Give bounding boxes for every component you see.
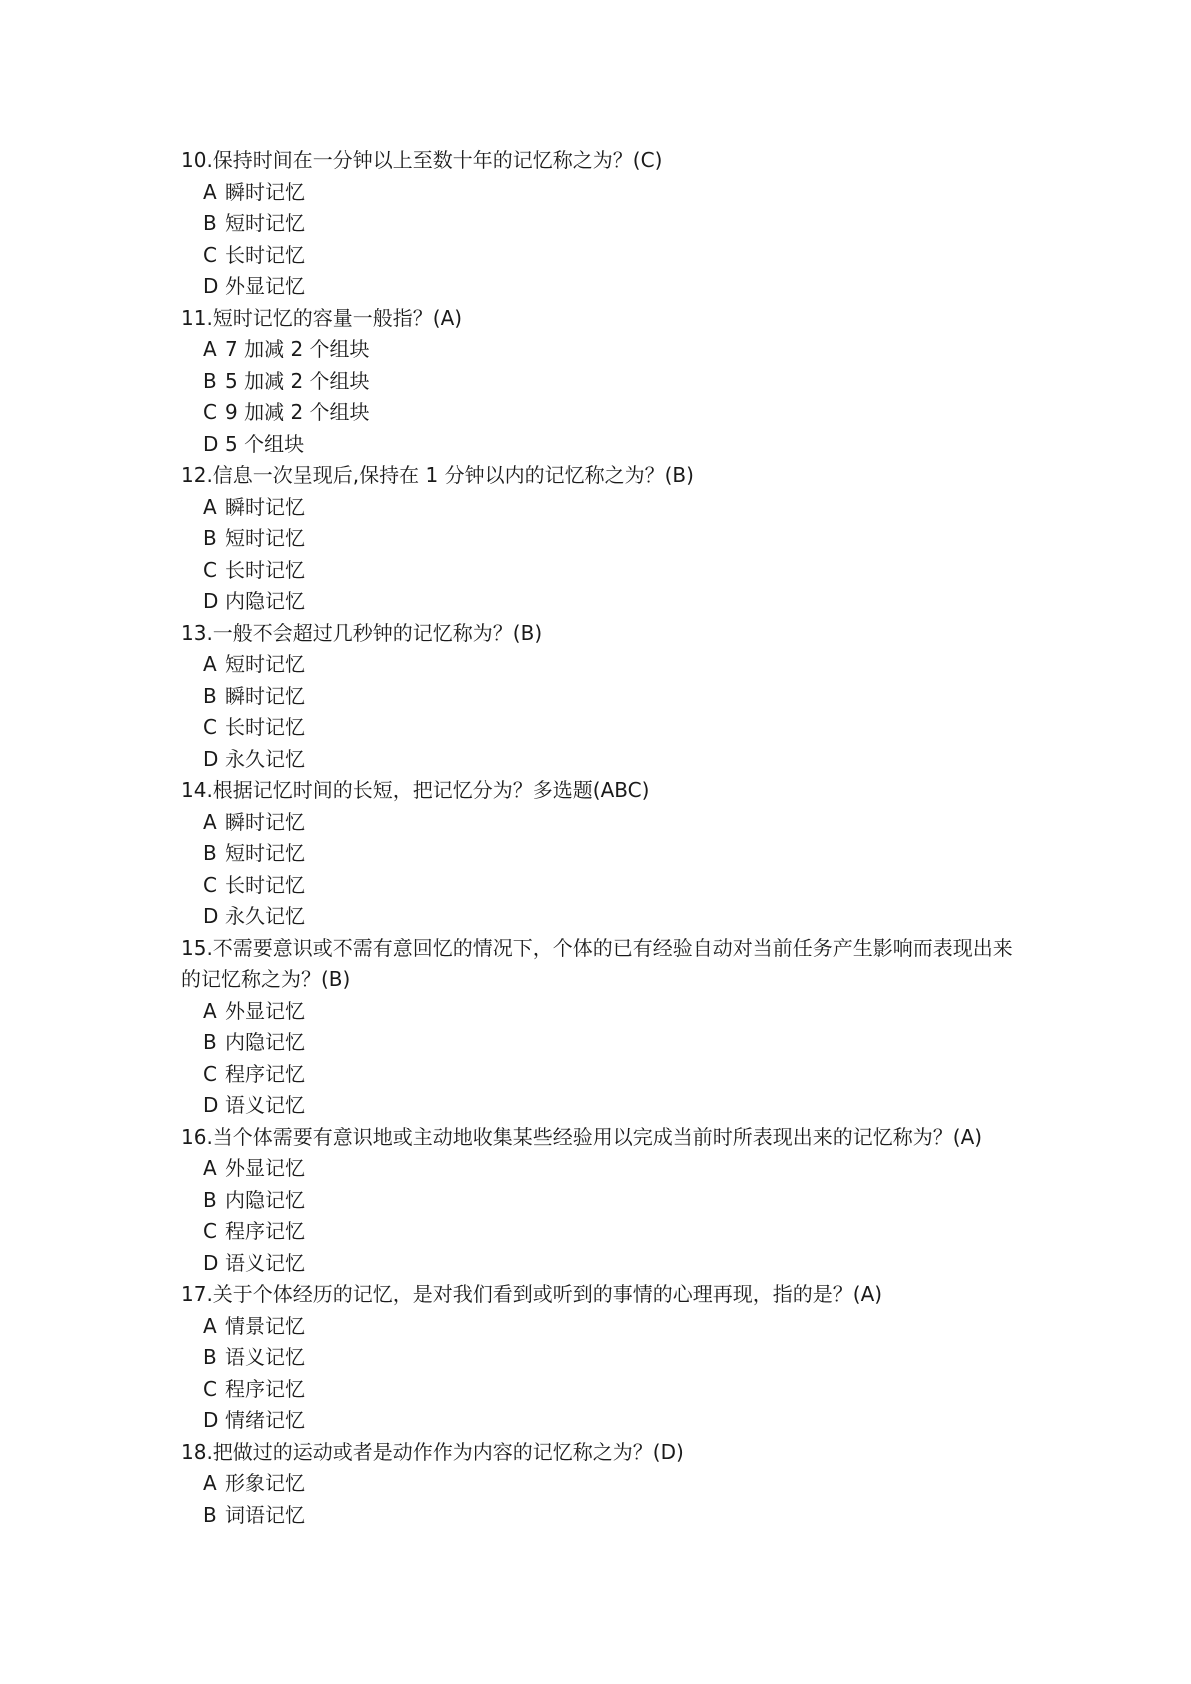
- answer-option: [181, 1468, 1021, 1500]
- option-letter: B: [203, 1030, 217, 1054]
- question-block: [181, 1279, 1021, 1437]
- option-letter: C: [203, 715, 217, 739]
- answer-option: [181, 1153, 1021, 1185]
- answer-option: [181, 271, 1021, 303]
- answer-option: [181, 1342, 1021, 1374]
- option-text: 瞬时记忆: [225, 809, 305, 834]
- option-letter: A: [203, 494, 217, 519]
- question-block: [181, 303, 1021, 461]
- answer-option: [181, 838, 1021, 870]
- question-text: 17.关于个体经历的记忆，是对我们看到或听到的事情的心理再现，指的是？(A): [181, 1282, 883, 1306]
- answer-option: [181, 334, 1021, 366]
- option-letter: C: [203, 872, 217, 897]
- option-letter: A: [203, 998, 217, 1023]
- option-text: 词语记忆: [225, 1502, 305, 1527]
- option-letter: D: [203, 1408, 219, 1432]
- option-text: 语义记忆: [225, 1093, 305, 1117]
- answer-option: [181, 1500, 1021, 1532]
- option-text: 程序记忆: [225, 1061, 305, 1086]
- question-block: [181, 145, 1021, 303]
- answer-option: [181, 712, 1021, 744]
- option-text: 短时记忆: [225, 841, 305, 865]
- option-text: 长时记忆: [225, 715, 305, 739]
- answer-option: [181, 429, 1021, 461]
- option-letter: C: [203, 1376, 217, 1401]
- question-text: 16.当个体需要有意识地或主动地收集某些经验用以完成当前时所表现出来的记忆称为？(A): [181, 1124, 983, 1149]
- option-letter: A: [203, 1471, 217, 1495]
- option-letter: B: [203, 1345, 217, 1369]
- option-letter: A: [203, 179, 217, 204]
- answer-option: [181, 1090, 1021, 1122]
- option-text: 短时记忆: [225, 526, 305, 550]
- answer-option: [181, 555, 1021, 587]
- option-text: 永久记忆: [225, 746, 305, 771]
- question-text: 14.根据记忆时间的长短，把记忆分为？多选题(ABC): [181, 778, 650, 802]
- option-text: 长时记忆: [225, 242, 305, 267]
- answer-option: [181, 1311, 1021, 1343]
- option-text: 内隐记忆: [225, 1187, 305, 1212]
- option-letter: D: [203, 431, 219, 456]
- option-letter: A: [203, 1313, 217, 1338]
- option-letter: B: [203, 1502, 217, 1527]
- option-text: 5 个组块: [225, 431, 305, 456]
- option-text: 内隐记忆: [225, 1030, 305, 1054]
- question-text: 11.短时记忆的容量一般指？(A): [181, 305, 463, 330]
- answer-option: [181, 366, 1021, 398]
- option-text: 形象记忆: [225, 1471, 305, 1495]
- option-text: 短时记忆: [225, 652, 305, 676]
- option-letter: B: [203, 211, 217, 235]
- answer-option: [181, 1027, 1021, 1059]
- option-letter: A: [203, 809, 217, 834]
- option-text: 外显记忆: [225, 998, 305, 1023]
- answer-option: [181, 1185, 1021, 1217]
- option-letter: C: [203, 242, 217, 267]
- option-text: 语义记忆: [225, 1250, 305, 1275]
- question-block: [181, 1122, 1021, 1280]
- answer-option: [181, 1405, 1021, 1437]
- question-text: 12.信息一次呈现后,保持在 1 分钟以内的记忆称之为？(B): [181, 463, 694, 487]
- answer-option: [181, 492, 1021, 524]
- option-letter: B: [203, 841, 217, 865]
- question-block: [181, 1437, 1021, 1532]
- question-block: [181, 618, 1021, 776]
- option-text: 长时记忆: [225, 872, 305, 897]
- option-letter: C: [203, 557, 217, 582]
- option-text: 7 加减 2 个组块: [225, 337, 370, 361]
- question-block: [181, 460, 1021, 618]
- answer-option: [181, 744, 1021, 776]
- answer-option: [181, 996, 1021, 1028]
- option-text: 瞬时记忆: [225, 494, 305, 519]
- answer-option: [181, 586, 1021, 618]
- option-text: 5 加减 2 个组块: [225, 368, 370, 393]
- option-letter: D: [203, 589, 219, 613]
- answer-option: [181, 1374, 1021, 1406]
- question-block: [181, 775, 1021, 933]
- option-letter: D: [203, 1093, 219, 1117]
- option-text: 外显记忆: [225, 1156, 305, 1180]
- answer-option: [181, 240, 1021, 272]
- option-text: 程序记忆: [225, 1219, 305, 1243]
- answer-option: [181, 901, 1021, 933]
- answer-option: [181, 1059, 1021, 1091]
- option-text: 瞬时记忆: [225, 683, 305, 708]
- option-text: 程序记忆: [225, 1376, 305, 1401]
- answer-option: [181, 208, 1021, 240]
- option-letter: B: [203, 1187, 217, 1212]
- answer-option: [181, 807, 1021, 839]
- option-letter: B: [203, 368, 217, 393]
- answer-option: [181, 1216, 1021, 1248]
- answer-option: [181, 870, 1021, 902]
- answer-option: [181, 523, 1021, 555]
- option-letter: C: [203, 1219, 217, 1243]
- option-text: 语义记忆: [225, 1345, 305, 1369]
- option-text: 短时记忆: [225, 211, 305, 235]
- question-list: [181, 145, 1021, 1531]
- option-letter: A: [203, 652, 217, 676]
- option-letter: B: [203, 526, 217, 550]
- answer-option: [181, 681, 1021, 713]
- answer-option: [181, 397, 1021, 429]
- option-letter: D: [203, 746, 219, 771]
- option-text: 内隐记忆: [225, 589, 305, 613]
- option-text: 长时记忆: [225, 557, 305, 582]
- question-text: 13.一般不会超过几秒钟的记忆称为？(B): [181, 620, 543, 645]
- option-letter: A: [203, 1156, 217, 1180]
- question-text: 18.把做过的运动或者是动作作为内容的记忆称之为？(D): [181, 1439, 684, 1464]
- option-text: 9 加减 2 个组块: [225, 400, 370, 424]
- option-text: 外显记忆: [225, 274, 305, 298]
- option-letter: A: [203, 337, 217, 361]
- option-letter: B: [203, 683, 217, 708]
- option-text: 情景记忆: [225, 1313, 305, 1338]
- question-block: [181, 933, 1021, 1122]
- option-text: 永久记忆: [225, 904, 305, 928]
- question-text: 15.不需要意识或不需有意回忆的情况下，个体的已有经验自动对当前任务产生影响而表现出来的记忆称之为？(B): [181, 935, 1013, 991]
- option-letter: D: [203, 904, 219, 928]
- answer-option: [181, 177, 1021, 209]
- option-text: 情绪记忆: [225, 1408, 305, 1432]
- option-letter: D: [203, 274, 219, 298]
- answer-option: [181, 649, 1021, 681]
- answer-option: [181, 1248, 1021, 1280]
- option-letter: C: [203, 1061, 217, 1086]
- option-text: 瞬时记忆: [225, 179, 305, 204]
- option-letter: D: [203, 1250, 219, 1275]
- question-text: 10.保持时间在一分钟以上至数十年的记忆称之为？(C): [181, 148, 663, 172]
- option-letter: C: [203, 400, 217, 424]
